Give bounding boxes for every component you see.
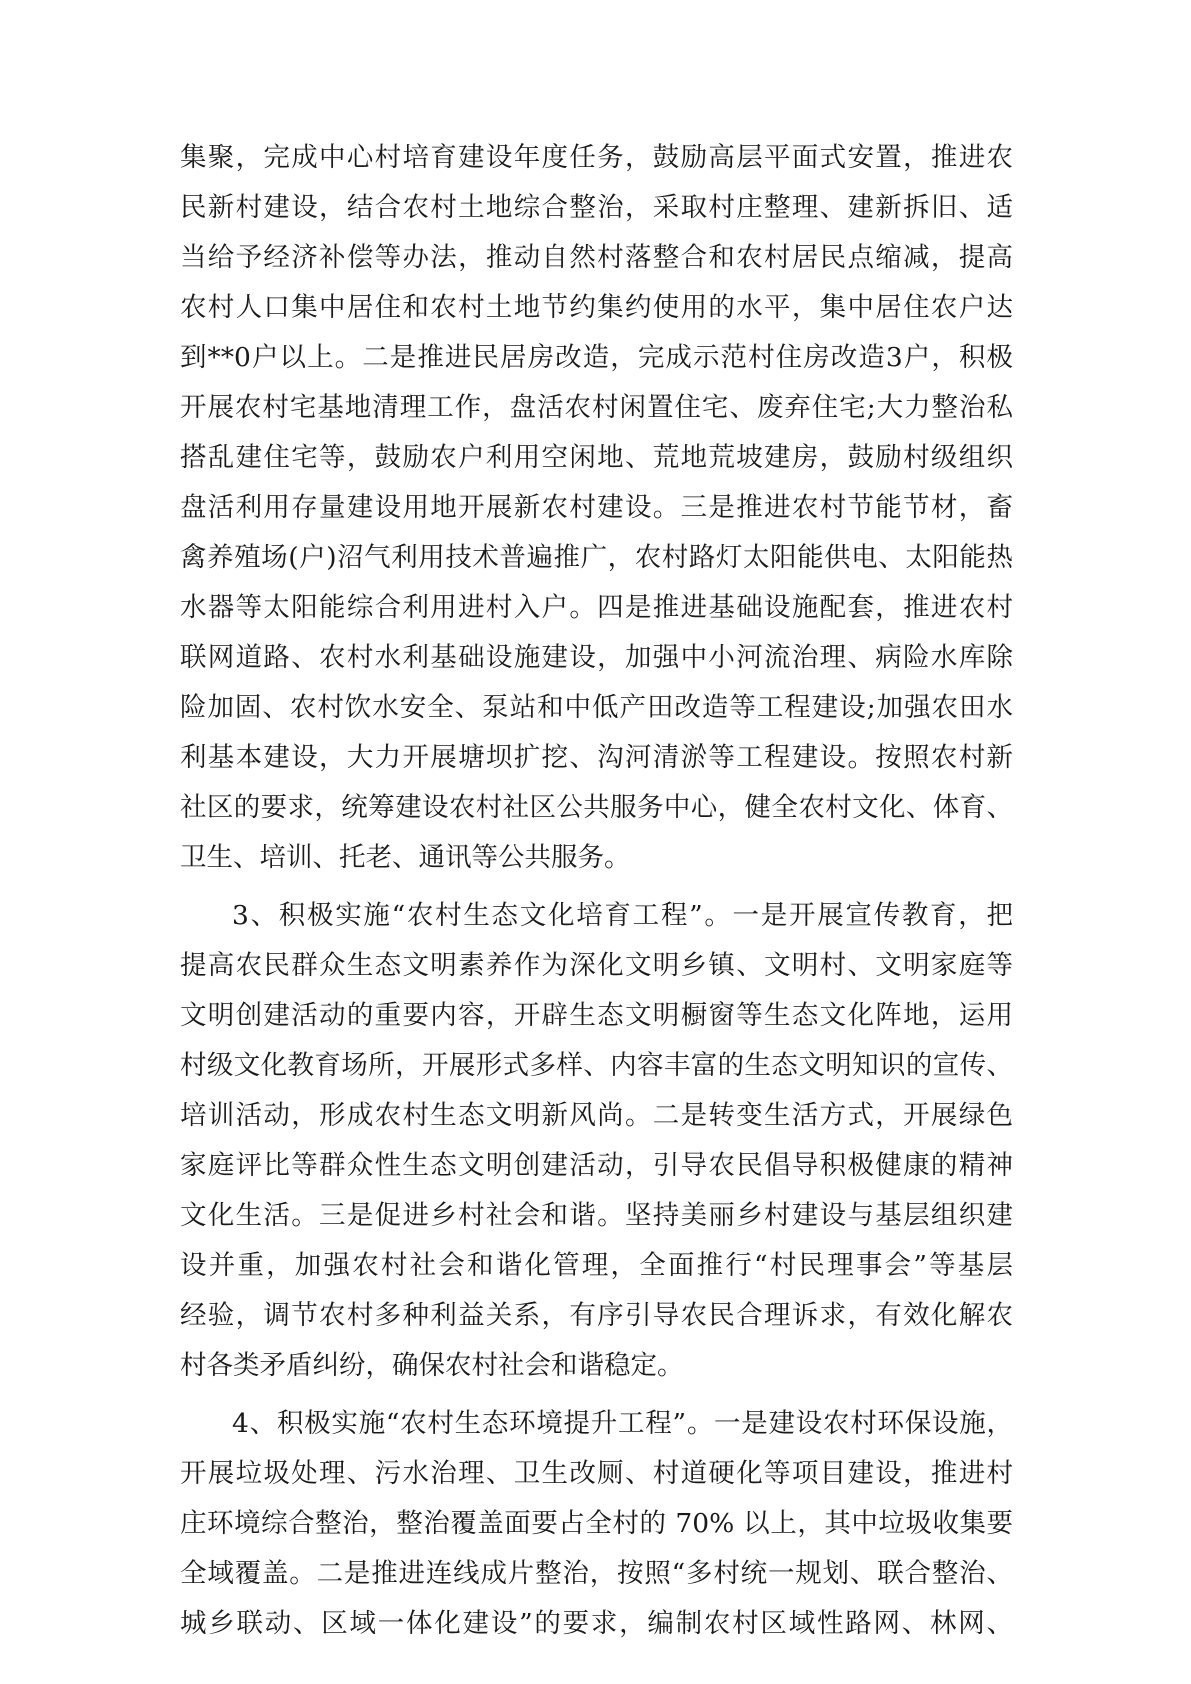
paragraph-ecological-environment: [180, 1399, 1013, 1649]
text-line: 开展农村宅基地清理工作，盘活农村闲置住宅、废弃住宅;大力整治私: [180, 392, 1013, 423]
paragraph-spacer: [180, 1391, 1013, 1399]
text-line: 城乡联动、区域一体化建设”的要求，编制农村区域性路网、林网、: [180, 1608, 1013, 1639]
text-line: 险加固、农村饮水安全、泵站和中低产田改造等工程建设;加强农田水: [180, 692, 1013, 723]
text-line: 利基本建设，大力开展塘坝扩挖、沟河清淤等工程建设。按照农村新: [180, 742, 1013, 773]
text-line: 3、积极实施“农村生态文化培育工程”。一是开展宣传教育，把: [232, 900, 1013, 931]
text-line: 培训活动，形成农村生态文明新风尚。二是转变生活方式，开展绿色: [180, 1100, 1013, 1131]
text-line: 联网道路、农村水利基础设施建设，加强中小河流治理、病险水库除: [180, 642, 1013, 673]
text-line: 村级文化教育场所，开展形式多样、内容丰富的生态文明知识的宣传、: [180, 1050, 1013, 1081]
text-line: 搭乱建住宅等，鼓励农户利用空闲地、荒地荒坡建房，鼓励村级组织: [180, 442, 1013, 473]
text-line: 民新村建设，结合农村土地综合整治，采取村庄整理、建新拆旧、适: [180, 192, 1013, 223]
text-line: 4、积极实施“农村生态环境提升工程”。一是建设农村环保设施，: [232, 1408, 1013, 1439]
text-line: 到**0户以上。二是推进民居房改造，完成示范村住房改造3户，积极: [180, 342, 1013, 373]
paragraph-ecological-culture: [180, 891, 1013, 1391]
text-line: 家庭评比等群众性生态文明创建活动，引导农民倡导积极健康的精神: [180, 1150, 1013, 1181]
document-page: [180, 133, 1013, 1649]
text-line: 禽养殖场(户)沼气利用技术普遍推广，农村路灯太阳能供电、太阳能热: [180, 542, 1013, 573]
text-line: 文明创建活动的重要内容，开辟生态文明橱窗等生态文化阵地，运用: [180, 1000, 1013, 1031]
text-line: 当给予经济补偿等办法，推动自然村落整合和农村居民点缩减，提高: [180, 242, 1013, 273]
text-line: 村各类矛盾纠纷，确保农村社会和谐稳定。: [180, 1350, 684, 1381]
paragraph-spacer: [180, 883, 1013, 891]
text-line: 农村人口集中居住和农村土地节约集约使用的水平，集中居住农户达: [180, 292, 1013, 323]
text-line: 开展垃圾处理、污水治理、卫生改厕、村道硬化等项目建设，推进村: [180, 1458, 1013, 1489]
text-line: 集聚，完成中心村培育建设年度任务，鼓励高层平面式安置，推进农: [180, 142, 1013, 173]
text-line: 社区的要求，统筹建设农村社区公共服务中心，健全农村文化、体育、: [180, 792, 1013, 823]
text-line: 经验，调节农村多种利益关系，有序引导农民合理诉求，有效化解农: [180, 1300, 1013, 1331]
text-line: 全域覆盖。二是推进连线成片整治，按照“多村统一规划、联合整治、: [180, 1558, 1013, 1589]
text-line: 提高农民群众生态文明素养作为深化文明乡镇、文明村、文明家庭等: [180, 950, 1013, 981]
text-line: 卫生、培训、托老、通讯等公共服务。: [180, 842, 631, 873]
paragraph-rural-housing: [180, 133, 1013, 883]
text-line: 设并重，加强农村社会和谐化管理，全面推行“村民理事会”等基层: [180, 1250, 1013, 1281]
text-line: 庄环境综合整治，整治覆盖面要占全村的 70% 以上，其中垃圾收集要: [180, 1508, 1013, 1539]
text-line: 水器等太阳能综合利用进村入户。四是推进基础设施配套，推进农村: [180, 592, 1013, 623]
text-line: 盘活利用存量建设用地开展新农村建设。三是推进农村节能节材，畜: [180, 492, 1013, 523]
text-line: 文化生活。三是促进乡村社会和谐。坚持美丽乡村建设与基层组织建: [180, 1200, 1013, 1231]
